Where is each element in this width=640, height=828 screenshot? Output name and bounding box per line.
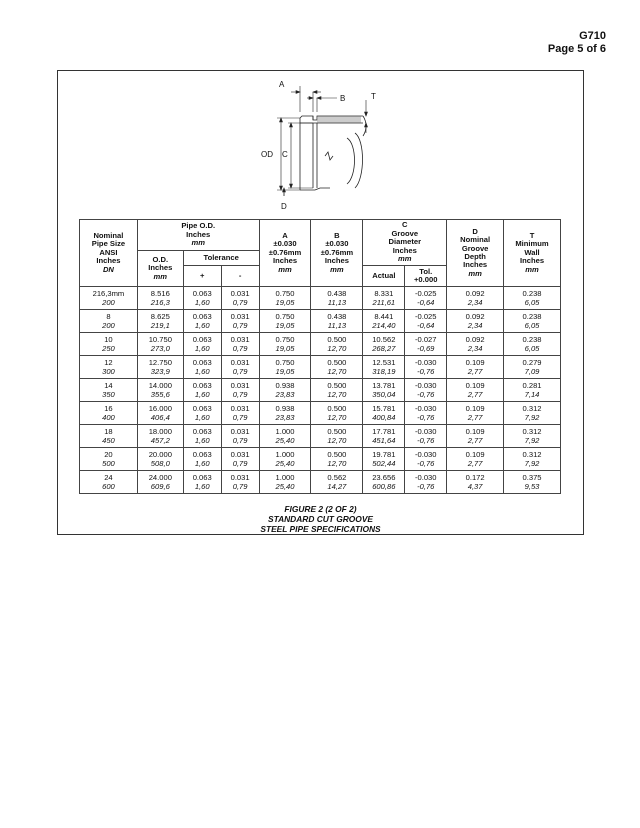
cell-a: 0.750 19,05 [259, 333, 311, 356]
cell-minus: 0.031 0,79 [221, 379, 259, 402]
cell-d: 0.092 2,34 [447, 287, 504, 310]
cell-d: 0.092 2,34 [447, 333, 504, 356]
cell-od: 14.000 355,6 [137, 379, 183, 402]
cell-minus: 0.031 0,79 [221, 402, 259, 425]
cell-a: 0.938 23,83 [259, 379, 311, 402]
table-row [80, 448, 561, 471]
cell-a: 1.000 25,40 [259, 471, 311, 494]
page-number: Page 5 of 6 [547, 43, 606, 55]
cell-t: 0.281 7,14 [504, 379, 561, 402]
cell-actual: 15.781 400,84 [363, 402, 405, 425]
header-od: O.D. Inches mm [137, 251, 183, 287]
cell-b: 0.500 12,70 [311, 379, 363, 402]
cell-d: 0.109 2,77 [447, 402, 504, 425]
dim-c-label: C [282, 150, 288, 159]
cell-plus: 0.063 1,60 [183, 287, 221, 310]
cell-actual: 8.441 214,40 [363, 310, 405, 333]
header-nominal: Nominal Pipe Size ANSI Inches DN [80, 220, 138, 287]
cell-t: 0.238 6,05 [504, 287, 561, 310]
header-tolerance: Tolerance [183, 251, 259, 266]
cell-tol: -0.030 -0,76 [405, 471, 447, 494]
cell-a: 0.750 19,05 [259, 310, 311, 333]
caption-line-3: STEEL PIPE SPECIFICATIONS [260, 524, 381, 534]
header-tol-minus: - [221, 266, 259, 287]
cell-size: 18 450 [80, 425, 138, 448]
table-row [80, 402, 561, 425]
header-c: C Groove Diameter Inches mm [363, 220, 447, 266]
groove-diagram [255, 78, 385, 213]
cell-minus: 0.031 0,79 [221, 287, 259, 310]
cell-minus: 0.031 0,79 [221, 448, 259, 471]
cell-tol: -0.030 -0,76 [405, 425, 447, 448]
cell-b: 0.500 12,70 [311, 448, 363, 471]
cell-tol: -0.030 -0,76 [405, 448, 447, 471]
cell-tol: -0.030 -0,76 [405, 402, 447, 425]
cell-plus: 0.063 1,60 [183, 333, 221, 356]
cell-minus: 0.031 0,79 [221, 333, 259, 356]
cell-od: 10.750 273,0 [137, 333, 183, 356]
cell-plus: 0.063 1,60 [183, 448, 221, 471]
cell-t: 0.312 7,92 [504, 448, 561, 471]
cell-actual: 23.656 600,86 [363, 471, 405, 494]
cell-od: 18.000 457,2 [137, 425, 183, 448]
table-row [80, 356, 561, 379]
cell-d: 0.172 4,37 [447, 471, 504, 494]
cell-tol: -0.025 -0,64 [405, 310, 447, 333]
cell-a: 0.750 19,05 [259, 356, 311, 379]
table-row [80, 333, 561, 356]
cell-size: 216,3mm 200 [80, 287, 138, 310]
cell-od: 8.625 219,1 [137, 310, 183, 333]
table-row [80, 379, 561, 402]
dim-d-label: D [281, 202, 287, 211]
caption-line-1: FIGURE 2 (2 OF 2) [284, 504, 357, 514]
cell-d: 0.109 2,77 [447, 448, 504, 471]
cell-plus: 0.063 1,60 [183, 310, 221, 333]
cell-plus: 0.063 1,60 [183, 379, 221, 402]
cell-tol: -0.025 -0,64 [405, 287, 447, 310]
cell-b: 0.438 11,13 [311, 287, 363, 310]
cell-plus: 0.063 1,60 [183, 402, 221, 425]
cell-minus: 0.031 0,79 [221, 310, 259, 333]
cell-od: 16.000 406,4 [137, 402, 183, 425]
spec-table [79, 219, 561, 494]
cell-t: 0.238 6,05 [504, 333, 561, 356]
cell-b: 0.500 12,70 [311, 425, 363, 448]
cell-d: 0.109 2,77 [447, 425, 504, 448]
header-b: B ±0.030 ±0.76mm Inches mm [311, 220, 363, 287]
cell-minus: 0.031 0,79 [221, 471, 259, 494]
cell-a: 1.000 25,40 [259, 425, 311, 448]
cell-actual: 8.331 211,61 [363, 287, 405, 310]
cell-minus: 0.031 0,79 [221, 425, 259, 448]
header-tol-plus: + [183, 266, 221, 287]
header-t: T Minimum Wall Inches mm [504, 220, 561, 287]
cell-od: 20.000 508,0 [137, 448, 183, 471]
doc-code: G710 [579, 30, 606, 42]
header-tol: Tol. +0.000 [405, 266, 447, 287]
cell-t: 0.279 7,09 [504, 356, 561, 379]
cell-actual: 17.781 451,64 [363, 425, 405, 448]
dim-a-label: A [279, 80, 285, 89]
cell-b: 0.438 11,13 [311, 310, 363, 333]
cell-od: 12.750 323,9 [137, 356, 183, 379]
header-a: A ±0.030 ±0.76mm Inches mm [259, 220, 311, 287]
cell-tol: -0.030 -0,76 [405, 356, 447, 379]
cell-actual: 13.781 350,04 [363, 379, 405, 402]
cell-size: 12 300 [80, 356, 138, 379]
cell-od: 8.516 216,3 [137, 287, 183, 310]
cell-tol: -0.027 -0,69 [405, 333, 447, 356]
cell-a: 0.938 23,83 [259, 402, 311, 425]
cell-t: 0.238 6,05 [504, 310, 561, 333]
header-actual: Actual [363, 266, 405, 287]
cell-minus: 0.031 0,79 [221, 356, 259, 379]
cell-size: 8 200 [80, 310, 138, 333]
cell-t: 0.312 7,92 [504, 425, 561, 448]
table-row [80, 287, 561, 310]
cell-tol: -0.030 -0,76 [405, 379, 447, 402]
cell-plus: 0.063 1,60 [183, 471, 221, 494]
table-row [80, 471, 561, 494]
cell-d: 0.092 2,34 [447, 310, 504, 333]
cell-b: 0.500 12,70 [311, 402, 363, 425]
table-row [80, 425, 561, 448]
cell-b: 0.500 12,70 [311, 356, 363, 379]
cell-od: 24.000 609,6 [137, 471, 183, 494]
cell-actual: 10.562 268,27 [363, 333, 405, 356]
cell-a: 1.000 25,40 [259, 448, 311, 471]
caption-line-2: STANDARD CUT GROOVE [268, 514, 373, 524]
cell-d: 0.109 2,77 [447, 356, 504, 379]
table-row [80, 310, 561, 333]
cell-t: 0.375 9,53 [504, 471, 561, 494]
cell-b: 0.500 12,70 [311, 333, 363, 356]
dim-b-label: B [340, 94, 346, 103]
page-header [548, 30, 606, 56]
cell-a: 0.750 19,05 [259, 287, 311, 310]
figure-caption [57, 504, 584, 534]
cell-d: 0.109 2,77 [447, 379, 504, 402]
cell-size: 14 350 [80, 379, 138, 402]
cell-size: 24 600 [80, 471, 138, 494]
cell-plus: 0.063 1,60 [183, 425, 221, 448]
dim-od-label: OD [261, 150, 273, 159]
cell-actual: 12.531 318,19 [363, 356, 405, 379]
cell-plus: 0.063 1,60 [183, 356, 221, 379]
cell-size: 16 400 [80, 402, 138, 425]
cell-size: 20 500 [80, 448, 138, 471]
cell-b: 0.562 14,27 [311, 471, 363, 494]
cell-size: 10 250 [80, 333, 138, 356]
dim-t-label: T [371, 92, 376, 101]
header-d: D Nominal Groove Depth Inches mm [447, 220, 504, 287]
cell-t: 0.312 7,92 [504, 402, 561, 425]
header-pipe-od: Pipe O.D. Inches mm [137, 220, 259, 251]
cell-actual: 19.781 502,44 [363, 448, 405, 471]
